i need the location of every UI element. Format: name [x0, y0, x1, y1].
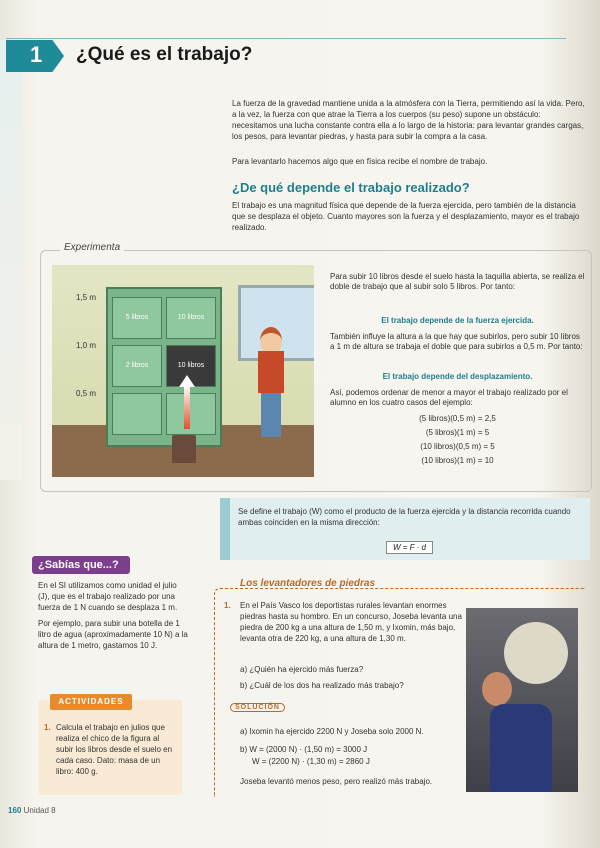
scale-label: 1,5 m [76, 293, 97, 302]
did-you-know-text: En el SI utilizamos como unidad el julio (J), que es el trabajo realizado por una fuerza de 1 N cuando se desplaza 1 m. [38, 581, 178, 612]
conclusion-2: El trabajo depende del desplazamiento. [382, 372, 533, 381]
stone-lifter-photo [466, 608, 578, 792]
page-number: 160 [8, 806, 22, 815]
up-arrow-shaft [184, 385, 190, 429]
did-you-know-text-2: Por ejemplo, para subir una botella de 1 litro de agua (aproximadamente 10 N) a la altura de 1 metro, gastamos 10 J. [38, 619, 188, 650]
solution-b-1: b) W = (2000 N) · (1,50 m) = 3000 J [240, 745, 368, 754]
stone [504, 622, 568, 684]
margin-strip [0, 40, 22, 480]
example-number: 1. [224, 601, 231, 610]
lifter-head [482, 672, 512, 706]
question-a: a) ¿Quién ha ejercido más fuerza? [240, 665, 364, 674]
order-row: (10 libros)(1 m) = 10 [421, 456, 494, 465]
solution-tag: SOLUCIÓN [230, 703, 285, 712]
activities-tag: ACTIVIDADES [50, 694, 132, 710]
unit-label: Unidad 8 [23, 806, 56, 815]
work-formula: W = F · d [386, 541, 433, 554]
page-footer [8, 806, 56, 815]
example-title: Los levantadores de piedras [240, 578, 376, 589]
did-you-know-tag: ¿Sabías que...? [32, 556, 130, 574]
locker-cell: 2 libros [112, 345, 162, 387]
section-text: El trabajo es una magnitud física que depende de la fuerza ejercida, pero también de la distancia que se desplaza el objeto. Cuanto mayores son la fuerza y el desplazamiento, mayor es el trabajo realizado. [232, 201, 580, 232]
student-body [258, 351, 284, 393]
locker-cell [166, 393, 216, 435]
lifter-body [490, 704, 552, 792]
page-title: ¿Qué es el trabajo? [76, 44, 253, 65]
intro-paragraph: La fuerza de la gravedad mantiene unida a la atmósfera con la Tierra, permitiendo así la vida. Pero, a la vez, la fuerza con que atrae la Tierra a los cuerpos (su peso) supone un obstáculo: necesitamos una lucha constante contra ella a lo largo de la historia: para levantar grandes cargas, los pesos, para levantar piedras, y hasta para subir la compra a la casa. [232, 99, 585, 141]
intro-paragraph-2: Para levantarlo hacemos algo que en física recibe el nombre de trabajo. [232, 157, 488, 166]
locker-cabinet [106, 287, 222, 447]
example-text: En el País Vasco los deportistas rurales levantan enormes piedras hasta su hombro. En un concurso, Joseba levanta una piedra de 200 kg a una altura de 1,50 m, y Ixomin, más bajo, levanta otra de 220 kg, a una altura de 1,30 m. [240, 601, 462, 643]
experiment-text-2: También influye la altura a la que hay que subirlos, pero subir 10 libros a 1 m de altura se trabaja el doble que para subirlos a 0,5 m. Por tanto: [330, 332, 583, 351]
locker-cell-open: 10 libros [166, 345, 216, 387]
locker-illustration [52, 265, 314, 477]
experiment-label: Experimenta [60, 242, 124, 253]
student-figure [252, 327, 288, 447]
conclusion-1: El trabajo depende de la fuerza ejercida. [381, 316, 534, 325]
solution-a: a) Ixomin ha ejercido 2200 N y Joseba solo 2000 N. [240, 727, 424, 736]
scale-label: 0,5 m [76, 389, 97, 398]
solution-conclusion: Joseba levantó menos peso, pero realizó más trabajo. [240, 777, 433, 786]
order-row: (5 libros)(1 m) = 5 [425, 428, 490, 437]
experiment-text-1: Para subir 10 libros desde el suelo hasta la taquilla abierta, se realiza el doble de trabajo que al subir solo 5 libros. Por tanto: [330, 272, 585, 291]
locker-cell: 5 libros [112, 297, 162, 339]
activity-number: 1. [44, 723, 51, 732]
locker-cell [112, 393, 162, 435]
activity-text: Calcula el trabajo en julios que realiza el chico de la figura al subir los libros desde el suelo en cada caso. Dato: masa de un libro: 400 g. [56, 723, 173, 776]
order-row: (10 libros)(0,5 m) = 5 [420, 442, 495, 451]
scale-label: 1,0 m [76, 341, 97, 350]
order-row: (5 libros)(0,5 m) = 2,5 [419, 414, 496, 423]
solution-b-2: W = (2200 N) · (1,30 m) = 2860 J [252, 757, 370, 766]
student-legs [261, 393, 281, 437]
experiment-text-3: Así, podemos ordenar de menor a mayor el trabajo realizado por el alumno en los cuatro casos del ejemplo: [330, 388, 568, 407]
definition-marker [220, 498, 230, 560]
top-rule [6, 38, 566, 39]
definition-text: Se define el trabajo (W) como el producto de la fuerza ejercida y la distancia recorrida cuando ambas coinciden en la misma dirección: [238, 507, 571, 527]
question-b: b) ¿Cuál de los dos ha realizado más trabajo? [240, 681, 404, 690]
books-stack-icon [172, 435, 196, 463]
locker-cell: 10 libros [166, 297, 216, 339]
section-heading: ¿De qué depende el trabajo realizado? [232, 180, 470, 195]
section-number: 1 [30, 42, 43, 67]
